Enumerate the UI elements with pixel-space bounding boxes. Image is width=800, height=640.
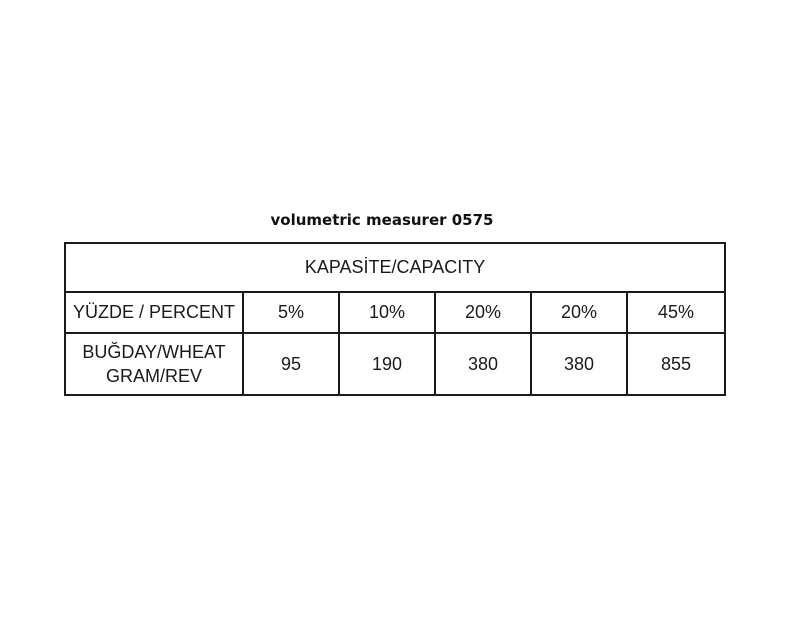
table-cell: 20% xyxy=(531,292,627,333)
table-cell: 95 xyxy=(243,333,339,395)
percent-row-label: YÜZDE / PERCENT xyxy=(65,292,243,333)
table-cell: 190 xyxy=(339,333,435,395)
table-cell: 380 xyxy=(531,333,627,395)
capacity-header: KAPASİTE/CAPACITY xyxy=(65,243,725,292)
table-cell: 45% xyxy=(627,292,725,333)
table-cell: 5% xyxy=(243,292,339,333)
wheat-row-label xyxy=(65,333,243,395)
table-cell: 855 xyxy=(627,333,725,395)
table-cell: 10% xyxy=(339,292,435,333)
table-row xyxy=(65,292,725,333)
table-cell: 380 xyxy=(435,333,531,395)
wheat-label-line1: BUĞDAY/WHEAT xyxy=(82,342,226,362)
document-title: volumetric measurer 0575 xyxy=(270,211,494,229)
wheat-label-line2: GRAM/REV xyxy=(105,366,202,386)
capacity-table xyxy=(64,242,726,396)
table-cell: 20% xyxy=(435,292,531,333)
table-row xyxy=(65,333,725,395)
header-row xyxy=(65,243,725,292)
